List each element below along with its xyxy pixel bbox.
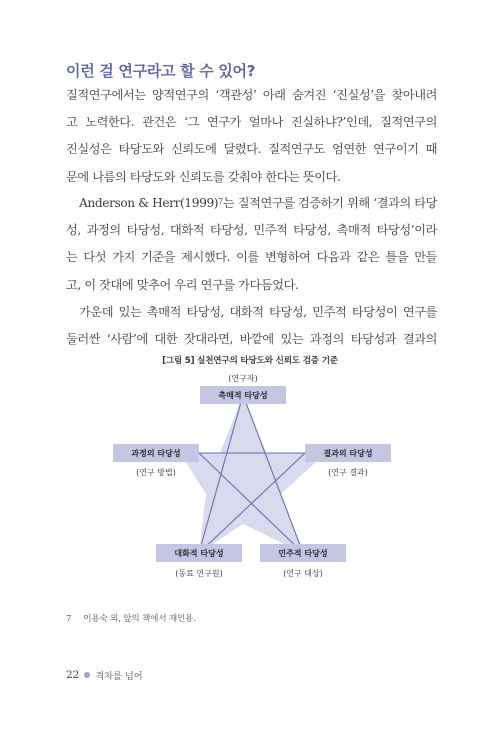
paragraph-2 <box>66 190 437 299</box>
text-line: 질적연구에서는 양적연구의 ‘객관성’ 아래 숨겨진 ‘진실성’을 찾아내려 <box>66 88 437 102</box>
validity-pentagram-diagram <box>0 366 500 586</box>
figure-caption: [그림 5] 실천연구의 타당도와 신뢰도 검증 기준 <box>162 356 338 366</box>
page-number: 22 <box>66 669 80 681</box>
book-title: 격차를 넘어 <box>95 671 143 682</box>
citation: Anderson & Herr(1999) <box>79 196 219 210</box>
section-heading: 이런 걸 연구라고 할 수 있어? <box>66 62 256 80</box>
footnote-text: 이용숙 외, 앞의 책에서 재인용. <box>83 614 196 624</box>
left-note: (연구 방법) <box>136 468 176 477</box>
page-folio <box>66 668 143 682</box>
bottom-right-note: (연구 대상) <box>283 569 323 578</box>
text-line: 둘러싼 ‘사람’에 대한 잣대라면, 바깥에 있는 과정의 타당성과 결과의 <box>66 332 437 347</box>
star-areas <box>180 395 326 553</box>
top-note: (연구자) <box>228 374 258 383</box>
text-line: 성, 과정의 타당성, 대화적 타당성, 민주적 타당성, 촉매적 타당성’이라 <box>66 223 437 238</box>
paragraph-1 <box>66 82 437 191</box>
text-line: 고 노력한다. 관건은 ‘그 연구가 얼마나 진실하냐?’인데, 질적연구의 <box>66 115 437 130</box>
box-dialogic-label: 대화적 타당성 <box>174 549 224 558</box>
bottom-left-note: (동료 연구원) <box>175 569 223 578</box>
paragraph-3 <box>66 299 437 353</box>
star-body-shading <box>180 395 326 553</box>
text-line: 문에 나름의 타당도와 신뢰도를 갖춰야 한다는 뜻이다. <box>66 169 341 184</box>
box-democratic-label: 민주적 타당성 <box>278 549 328 558</box>
footnote-number: 7 <box>66 614 72 624</box>
footnote <box>66 612 196 624</box>
text-line: 진실성은 타당도와 신뢰도에 달렸다. 질적연구도 엄연한 연구이기 때 <box>66 142 437 157</box>
text-line <box>66 190 437 217</box>
right-note: (연구 결과) <box>328 468 368 477</box>
text-line: 고, 이 잣대에 맞추어 우리 연구를 가다듬었다. <box>66 277 299 292</box>
box-process-label: 과정의 타당성 <box>131 449 181 458</box>
box-catalytic-label: 촉매적 타당성 <box>218 391 268 400</box>
footnote-marker: 7 <box>218 197 223 206</box>
text-fragment: 는 질적연구를 검증하기 위해 ‘결과의 타당 <box>222 196 438 210</box>
text-line: 는 다섯 가지 기준을 제시했다. 이를 변형하여 다음과 같은 틀을 만들 <box>66 250 437 265</box>
bullet-dot-icon <box>84 672 90 678</box>
box-outcome-label: 결과의 타당성 <box>323 449 373 458</box>
text-line: 가운데 있는 촉매적 타당성, 대화적 타당성, 민주적 타당성이 연구를 <box>79 305 437 319</box>
